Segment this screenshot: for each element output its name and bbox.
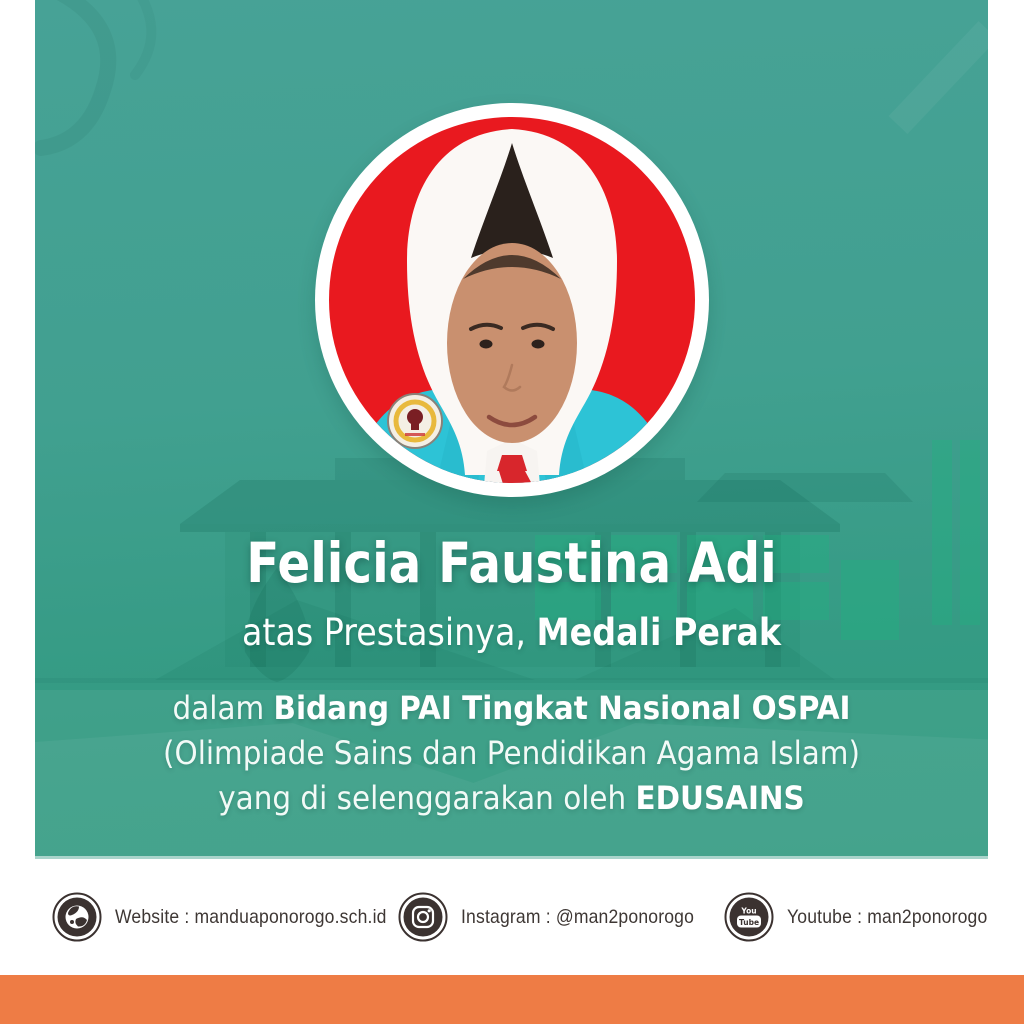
detail-line-2: (Olimpiade Sains dan Pendidikan Agama Islam) xyxy=(163,734,860,772)
achievement-details xyxy=(73,686,950,821)
bottom-accent-bar xyxy=(0,975,1024,1024)
subtitle-prefix: atas Prestasinya, xyxy=(241,611,537,654)
instagram-contact[interactable] xyxy=(398,892,720,942)
instagram-icon xyxy=(398,892,448,942)
globe-icon xyxy=(52,892,102,942)
detail-line-3-prefix: yang di selenggarakan oleh xyxy=(218,779,636,817)
student-portrait-illustration xyxy=(315,103,709,497)
recipient-name-title: Felicia Faustina Adi xyxy=(246,531,777,595)
youtube-icon xyxy=(724,892,774,942)
competition-field: Bidang PAI Tingkat Nasional OSPAI xyxy=(273,689,851,727)
instagram-label: Instagram : @man2ponorogo xyxy=(461,905,695,928)
student-photo xyxy=(315,103,709,497)
youtube-contact[interactable] xyxy=(724,892,1010,942)
website-label: Website : manduaponorogo.sch.id xyxy=(115,905,387,928)
teal-card xyxy=(35,0,988,859)
website-contact[interactable] xyxy=(52,892,417,942)
medal-name: Medali Perak xyxy=(536,611,782,654)
youtube-icon-text-bottom: Tube xyxy=(738,917,760,927)
detail-line-1-prefix: dalam xyxy=(172,689,274,727)
detail-line-1 xyxy=(73,686,950,731)
detail-line-3 xyxy=(73,776,950,821)
uniform-badge-logo xyxy=(388,394,442,448)
achievement-subtitle xyxy=(83,611,941,654)
youtube-label: Youtube : man2ponorogo xyxy=(787,905,988,928)
youtube-icon-text-top: You xyxy=(741,906,757,916)
organizer-name: EDUSAINS xyxy=(635,779,805,817)
